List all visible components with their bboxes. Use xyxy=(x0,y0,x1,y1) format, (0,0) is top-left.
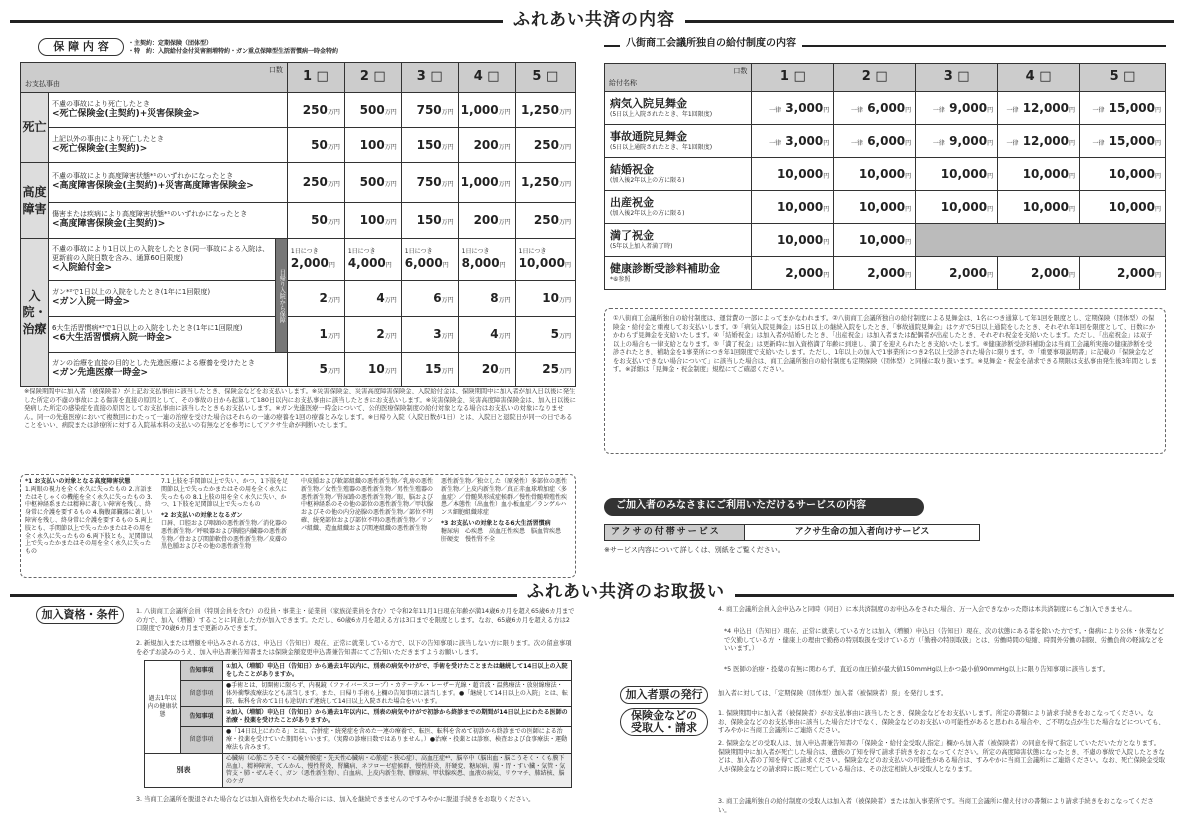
row-desc: 6大生活習慣病*³で1日以上の入院をしたとき(1年に1回限度) <6大生活習慣病入院一時金> xyxy=(48,317,275,353)
benefit-row-label: 事故通院見舞金 (5日以上通院されたとき、年1回限度) xyxy=(605,125,752,158)
benefit-table: 給付名称 口数 1 □ 2 □ 3 □ 4 □ 5 □ 病気入院見舞金 (5日以上入院されたとき、年1回限度) 一律 3,000円 一律 6,000円 一律 9,000円 一律 12,000円 一律 15,000円 事故通院見舞金 (5日以上通院されたとき、年1回限度) 一律 3,000円 一律 6,000円 一律 9,000円 一律 12,000円 一律 15,000円 結婚祝金 (加入後2年以上の方に限る) 10,000円 10,000円 10,000円 10,000円 10,000円 出産祝金 (加入後2年以上の方に限る) 10,000円 10,000円 10,000円 10,000円 10,000円 満了祝金 (5年以上加入者満了時) 10,000円 10,000円 健康診断受診料補助金 *⑥参照 2,000円 2,000円 2,000円 2,000円 2,000円 xyxy=(604,63,1166,290)
care-head: 留意事項 xyxy=(181,727,223,753)
cell: 5万円 xyxy=(287,353,344,387)
cell: 1日につき 10,000円 xyxy=(515,239,575,281)
benefit-row-label: 結婚祝金 (加入後2年以上の方に限る) xyxy=(605,158,752,191)
footnote-box xyxy=(20,474,576,578)
col-1: 1 □ xyxy=(752,64,834,92)
fn2b: 中皮腫および軟部組織の悪性新生物／乳房の悪性新生物／女性生殖器の悪性新生物／男性生殖器の悪性新生物／腎尿路の悪性新生物／眼、脳および中枢神経系のその他の部位の悪性新生物／甲状腺およびその他の内分泌腺の悪性新生物／部位不明確、続発部位および部位不明の悪性新生物／リンパ組織、造血組織および関連組織の悪性新生物 xyxy=(301,478,434,532)
cell: 10万円 xyxy=(344,353,401,387)
eligibility-3: 3. 当商工会議所を脱退された場合などは加入資格を失われた場合には、加入を継続できませんのですみやかに脱退手続きをお取りください。 xyxy=(136,796,535,803)
cell: 2万円 xyxy=(344,317,401,353)
cell: 100万円 xyxy=(344,203,401,239)
cell: 100万円 xyxy=(344,128,401,163)
col-4: 4 □ xyxy=(458,63,515,93)
cell: 1,000万円 xyxy=(458,163,515,203)
header-benefit-name: 給付名称 xyxy=(609,79,637,88)
benefit-row-label: 健康診断受診料補助金 *⑥参照 xyxy=(605,257,752,290)
cell: 1日につき 8,000円 xyxy=(458,239,515,281)
row-desc: ガンの治療を直接の目的とした先進医療による療養を受けたとき <ガン先進医療一時金> xyxy=(48,353,287,387)
cell: 8万円 xyxy=(458,281,515,317)
cell: 5万円 xyxy=(515,317,575,353)
cell: 1日につき 6,000円 xyxy=(401,239,458,281)
claim-3: 3. 商工会議所独自の給付制度の受取人は加入者（被保険者）または加入事業所です。当商工会議所に備え付けの書類により請求手続きをおこなってください。 xyxy=(718,798,1154,814)
cat-death: 死亡 xyxy=(21,93,49,163)
cell: 250万円 xyxy=(287,163,344,203)
coverage-badge: 保 障 内 容 xyxy=(38,38,124,56)
row-desc: ガン*²で1日以上の入院をしたとき(1年に1回限度) <ガン入院一時金> xyxy=(48,281,275,317)
cell: 15万円 xyxy=(401,353,458,387)
beppyo-label: 別表 xyxy=(145,753,223,787)
header-units: 口数 xyxy=(733,67,748,75)
cell: 150万円 xyxy=(401,203,458,239)
col-4: 4 □ xyxy=(998,64,1080,92)
row-desc: 不慮の事故により死亡したとき <死亡保険金(主契約)+災害保険金> xyxy=(48,93,287,128)
eligibility-badge: 加入資格・条件 xyxy=(36,606,124,624)
cell: 20万円 xyxy=(458,353,515,387)
cell: 1,250万円 xyxy=(515,93,575,128)
notice-table xyxy=(144,660,572,788)
fn1b: 7.1上肢を手関節以上で失い、かつ、1下肢を足関節以上で失ったかまたはその用を全く永久に失ったもの 8.1上肢の用を全く永久に失い、かつ、1下肢を足関節以上で失ったもの *2 お支払いの対象となるガン 口唇、口腔および咽頭の悪性新生物／消化器の悪性新生物／呼吸器および胸腔内臓器の悪性新生物／骨および関節軟骨の悪性新生物／皮膚の黒色腫およびその他の悪性新生物 xyxy=(161,478,289,551)
coverage-table xyxy=(20,62,576,387)
row-desc: 不慮の事故により高度障害状態*¹のいずれかになったとき <高度障害保険金(主契約)+災害高度障害保険金> xyxy=(48,163,287,203)
health-label: 過去1年以内の健康状態 xyxy=(145,661,181,754)
header-pay-reason: お支払事由 xyxy=(25,80,60,89)
cell: 1日につき 2,000円 xyxy=(287,239,344,281)
claim-1: 1. 保険期間中に加入者（被保険者）がお支払事由に該当したとき、保険金などをお支払いします。所定の書類により請求手続きをおこなってください。なお、保険金などのお支払事由に該当した場合だけでなく、保険金などのお支払いの可能性があると思われる場合や、ご不明な点が生じた場合などについても、すみやかに当商工会議所にご連絡ください。 xyxy=(718,710,1165,734)
eligibility-2: 2. 新規加入または増額を申込みされる方は、申込日（告知日）現在、正常に就業している方で、以下の告知事項に該当しない方に限ります。次の留意事項を必ずお読みのうえ、加入申込書兼告知書または保険金額変更申込書兼告知書にてご告知いただきますようお願いします。 xyxy=(136,640,572,656)
right-title: 八街商工会議所独自の給付制度の内容 xyxy=(620,38,802,51)
row-desc: 上記以外の事由により死亡したとき <死亡保険金(主契約)> xyxy=(48,128,287,163)
benefit-row-label: 出産祝金 (加入後2年以上の方に限る) xyxy=(605,191,752,224)
notice-1: ①加入（増額）申込日（告知日）から過去1年以内に、別表の病気やけがで、手術を受けたことまたは継続して14日以上の入院をしたことがありますか。 xyxy=(223,661,572,681)
notice-head: 告知事項 xyxy=(181,661,223,681)
fn1: *1 お支払いの対象となる高度障害状態 1.両眼の視力を全く永久に失ったもの 2.言語またはそしゃくの機能を全く永久に失ったもの 3.中枢神経系または精神に著しい障害を残し、終身常に介護を要するもの 4.胸腹部臓器に著しい障害を残し、終身常に介護を要するもの 5.両上肢とも、手関節以上で失ったかまたはその用を全く永久に失ったもの 6.両下肢とも、足関節以上で失ったかまたはその用を全く永久に失ったもの xyxy=(25,478,153,556)
cell: 3万円 xyxy=(401,317,458,353)
service-note: ※サービス内容について詳しくは、別紙をご覧ください。 xyxy=(604,546,785,554)
col-2: 2 □ xyxy=(344,63,401,93)
cell: 1万円 xyxy=(287,317,344,353)
fn2c: 悪性新生物／独立した（原発性）多部位の悪性新生物／上皮内新生物／真正赤血球増加症〈多血症〉／骨髄異形成症候群／慢性骨髄増殖性疾患／本態性（出血性）血小板血症／ランゲルハンス細胞組織球症 *3 お支払いの対象となる6大生活習慣病 糖尿病 心疾患 高血圧性疾患 脳血管疾患 肝硬変 慢性腎不全 xyxy=(441,478,568,543)
col-5: 5 □ xyxy=(1080,64,1166,92)
issue-text: 加入者に対しては、「定期保険（団体型）加入者（被保険者）票」を発行します。 xyxy=(718,690,948,697)
cell: 250万円 xyxy=(515,203,575,239)
cell: 1日につき 4,000円 xyxy=(344,239,401,281)
cell: 6万円 xyxy=(401,281,458,317)
cell: 1,000万円 xyxy=(458,93,515,128)
service-table xyxy=(604,524,980,541)
header-units: 口数 xyxy=(268,66,283,74)
benefit-row-label: 満了祝金 (5年以上加入者満了時) xyxy=(605,224,752,257)
cell: 4万円 xyxy=(458,317,515,353)
cell: 250万円 xyxy=(515,128,575,163)
cell: 150万円 xyxy=(401,128,458,163)
beppyo-text: 心臓病（心筋こうそく・心臓弁膜症・先天性心臓病・心筋症・狭心症）、高血圧症*⁵、脳卒中（脳出血・脳こうそく・くも膜下出血）、精神障害、てんかん、慢性腎炎、腎臓病、ネフローゼ症候群、慢性肝炎、肝硬変、糖尿病、腸・胃・すい臓・気管・気管支・肺・ぜんそく、ガン（悪性新生物）、白血病、上皮内新生物、膠原病、甲状腺疾患、血液の病気、リウマチ、肺結核、脳のケガ xyxy=(223,753,572,787)
cell: 750万円 xyxy=(401,93,458,128)
side-label: 日帰り入院から保障 xyxy=(275,239,287,353)
cell: 25万円 xyxy=(515,353,575,387)
star-4: *4 申込日（告知日）現在、正常に就業している方とは加入（増額）申込日（告知日）現在、次の状態にある者を除いた方です。・傷病により公休・休業などで欠勤している方 ・健康上の理由で勤務の特別取扱を受けている方（「勤務の特別取扱」とは、労働時間の短縮、時間外労働の制限、労働負荷の軽減などをいいます。） xyxy=(724,628,1164,652)
cell: 200万円 xyxy=(458,128,515,163)
cell: 4万円 xyxy=(344,281,401,317)
claim-badge: 保険金などの 受取人・請求 xyxy=(620,708,708,736)
star-5: *5 医師の治療・投薬の有無に関わらず、直近の血圧値が最大値150mmHg以上かつ最小値90mmHg以上に限り告知事項に該当します。 xyxy=(724,666,1110,673)
care-head: 留意事項 xyxy=(181,681,223,707)
contract-line-1: ・主契約：定期保険（団体型） xyxy=(128,40,213,47)
cell: 10万円 xyxy=(515,281,575,317)
col-1: 1 □ xyxy=(287,63,344,93)
cell: 2万円 xyxy=(287,281,344,317)
eligibility-4: 4. 商工会議所会員入会申込みと同時（同日）に本共済制度のお申込みをされた場合、万一入会できなかった際は本共済制度にもご加入できません。 xyxy=(718,606,1136,613)
care-2: ●「14日以上にわたる」とは、合併症・続発症を含めた一連の療養で、転医、転科を含めて初診から終診までの医師による治療・投薬を受けていた期間をいいます。（実際の診療日数ではありません。）●治療・投薬とは診察、検査および食事療法・運動療法も含みます。 xyxy=(223,727,572,753)
service-value: アクサ生命の加入者向けサービス xyxy=(745,525,980,541)
cell: 50万円 xyxy=(287,128,344,163)
service-name: アクサの付帯サービス xyxy=(605,525,745,541)
row-desc: 傷害または疾病により高度障害状態*¹のいずれかになったとき <高度障害保険金(主契約)> xyxy=(48,203,287,239)
care-1: ●手術とは、切開術に限らず、内視鏡（ファイバースコープ）・カテーテル・レーザー光線・超音波・温熱療法・放射線療法・体外衝撃波療法なども該当します。また、日帰り手術も上欄の告知事項に該当します。●「継続して14日以上の入院」とは、転院、転科を含めて1日も途切れず連続して14日以上入院された場合をいいます。 xyxy=(223,681,572,707)
col-3: 3 □ xyxy=(916,64,998,92)
bottom-title: ふれあい共済のお取扱い xyxy=(517,582,735,603)
contract-line-2: ・特 約：入院給付金付災害割増特約・ガン重点保障型生活習慣病一時金特約 xyxy=(128,48,339,55)
claim-2: 2. 保険金などの受取人は、加入申込書兼告知書の「保険金・給付金受取人指定」欄から加入者（被保険者）の同意を得て指定していただいた方となります。保険期間中に加入者が死亡した場合は、遺族の了知を得て請求手続きをおこなってください。所定の高度障害状態になったとき、不慮の事故で入院したときなどは、加入者の了知を得てご請求ください。保険金などのお支払いの可能性がある場合は、すみやかに当商工会議所にご連絡ください。なお、死亡保険金受取人が保険金などの請求時に既に死亡している場合は、その法定相続人が受取人となります。 xyxy=(718,740,1166,773)
service-title: ご加入者のみなさまにご利用いただけるサービスの内容 xyxy=(604,498,924,516)
cell: 500万円 xyxy=(344,163,401,203)
cat-hospital: 入院・治療 xyxy=(21,239,49,387)
cell: 250万円 xyxy=(287,93,344,128)
benefit-notes: ①八街商工会議所独自の給付制度は、運営費の一部によってまかなわれます。②八街商工会議所独自の給付制度による見舞金は、1名につき通算して年1回を限度とし、定期保険（団体型）の保険金・給付金と重複してお支払いします。③「病気入院見舞金」は5日以上の継続入院をしたとき、「事故通院見舞金」はケガで5日以上通院をしたとき、それぞれ年1回を限度として、日数にかかわらず見舞金を支給いたします。④「結婚祝金」は加入者が結婚したとき、「出産祝金」は加入者または配偶者が出産したとき、それぞれ祝金を支給いたします。ただし、「出産祝金」は双子以上の場合も一律支給となります。⑤「満了祝金」は更新時に加入資格満了年齢に到達し、満了を迎えられたとき支給いたします。⑥健康診断受診料補助金は当商工会議所実施の健康診断を受診されたとき、補助金を1事業所につき年1回限度で支給いたします。ただし、1年以上の加入で1事業所につき2名以上受診された場合に限ります。⑦「重要事項説明書」に記載の「保険金などをお支払いできない場合について」に該当した場合は、商工会議所独自の給付制度も定期保険（団体型）と同様に取り扱います。※見舞金・祝金を請求できる期限は支払事由発生後3年間とします。※詳細は「見舞金・祝金制度」規程にてご確認ください。 xyxy=(604,308,1166,454)
cell: 750万円 xyxy=(401,163,458,203)
empty-cell xyxy=(916,224,1166,257)
notice-head: 告知事項 xyxy=(181,707,223,727)
col-2: 2 □ xyxy=(834,64,916,92)
issue-badge: 加入者票の発行 xyxy=(620,686,708,704)
notice-2: ②加入（増額）申込日（告知日）から過去1年以内に、別表の病気やけがで初診から終診までの期間が14日以上にわたる医師の治療・投薬を受けたことがありますか。 xyxy=(223,707,572,727)
coverage-notes: ※保険期間中に加入者（被保険者）が上記お支払事由に該当したとき、保険金などをお支払いします。※災害保険金、災害高度障害保険金、入院給付金は、保険期間中に加入者が加入日以後に発生した所定の不慮の事故による傷害を直接の原因として、その事故の日から起算して180日以内にお支払事由に該当したときにお支払いします。※災害保険金、災害高度障害保険金は、加入日以後に発病した所定の感染症を直接の原因としてお支払事由に該当したときもお支払いします。※ガン先進医療一時金について、公的医療保険制度の給付対象となる場合はお支払いの対象になりません。同一の先進医療において複数回にわたって一連の治療を受けた場合はそれらの一連の療養を1回の療養とみなします。※日帰り入院（入院日数が1日）とは、入院日と退院日が同一の日であることをいい、病院または診療所に対する入院基本料の支払いの有無などを参考にしてアクサ生命が判断いたします。 xyxy=(24,388,576,429)
cell: 1,250万円 xyxy=(515,163,575,203)
eligibility-1: 1. 八街商工会議所会員（特別会員を含む）の役員・事業主・従業員（家族従業員を含む）で令和2年11月1日現在年齢が満14歳6カ月を超え65歳6カ月までの方で、加入（増額）することに同意した方が加入できます。ただし、60歳6カ月を超える方は3口までを限度とします。なお、65歳6カ月を超える方は2口限度で70歳6カ月まで更新のみできます。 xyxy=(136,608,575,632)
cell: 500万円 xyxy=(344,93,401,128)
col-5: 5 □ xyxy=(515,63,575,93)
col-3: 3 □ xyxy=(401,63,458,93)
page-title: ふれあい共済の内容 xyxy=(503,10,685,31)
cell: 200万円 xyxy=(458,203,515,239)
cell: 50万円 xyxy=(287,203,344,239)
cat-disability: 高度障害 xyxy=(21,163,49,239)
row-desc: 不慮の事故により1日以上の入院をしたとき(同一事故による入院は、更新前の入院日数を含み、通算60日限度) <入院給付金> xyxy=(48,239,275,281)
benefit-row-label: 病気入院見舞金 (5日以上入院されたとき、年1回限度) xyxy=(605,92,752,125)
